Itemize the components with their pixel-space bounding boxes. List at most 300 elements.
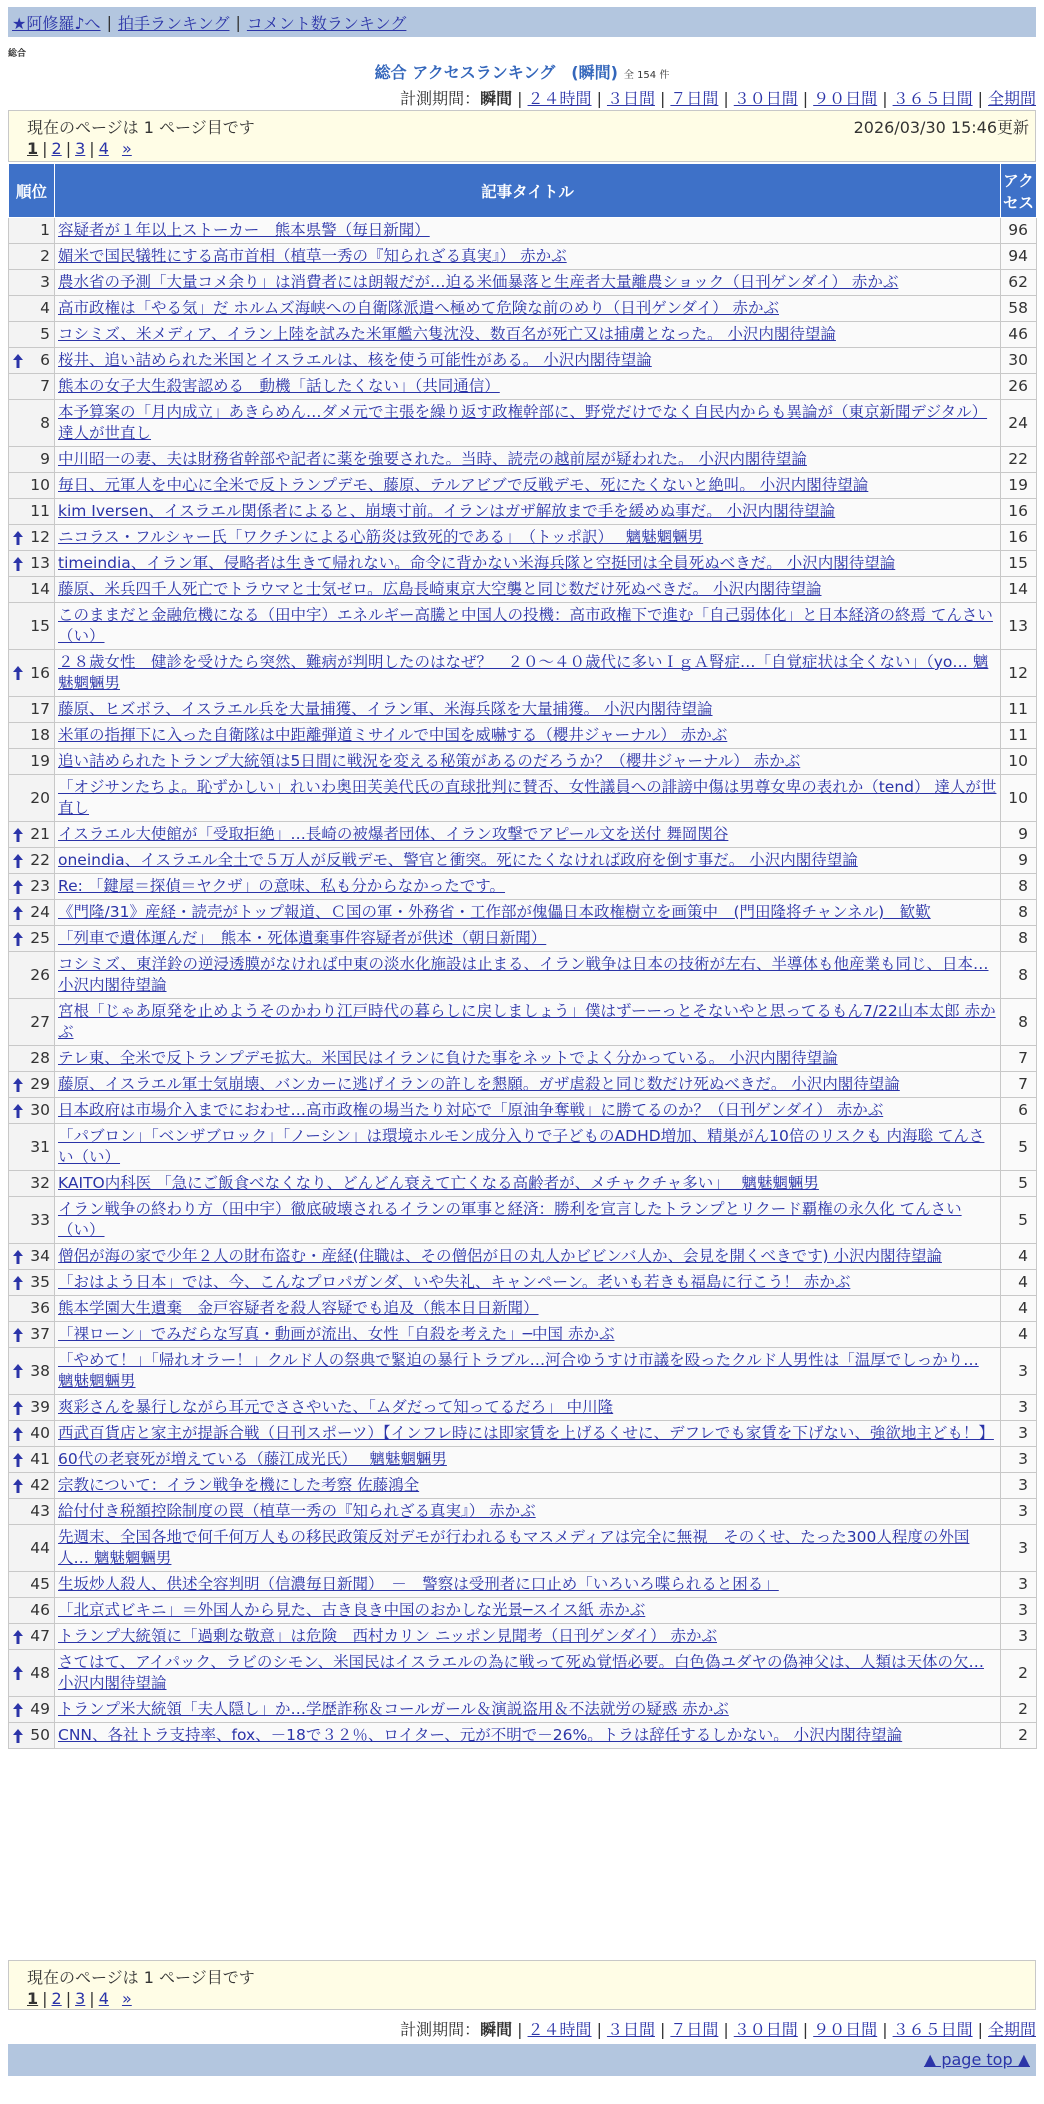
article-link[interactable]: 「裸ローン」でみだらな写真・動画が流出、女性「自殺を考えた」─中国 赤かぶ: [58, 1325, 615, 1343]
rank-cell: [9, 1697, 55, 1723]
title-cell: [55, 1046, 1001, 1072]
table-row: [9, 1473, 1037, 1499]
rank-number: 14: [30, 580, 50, 598]
page-title-line: [0, 60, 1044, 83]
article-link[interactable]: 《門隆/31》産経・読売がトップ報道、Ｃ国の軍・外務省・工作部が傀儡日本政権樹立を画策中 (門田隆将チャンネル) 歓歎: [58, 903, 931, 921]
rank-cell: [9, 749, 55, 775]
article-link[interactable]: 容疑者が１年以上ストーカー 熊本県警（毎日新聞）: [58, 221, 430, 239]
rank-number: 43: [30, 1502, 50, 1520]
access-count: 3: [1001, 1572, 1037, 1598]
table-row: [9, 999, 1037, 1046]
title-cell: [55, 348, 1001, 374]
rank-cell: [9, 848, 55, 874]
rank-cell: [9, 1348, 55, 1395]
access-count: 10: [1001, 775, 1037, 822]
table-row: [9, 749, 1037, 775]
up-arrow-icon: [13, 557, 23, 571]
article-link[interactable]: 桜井、追い詰められた米国とイスラエルは、核を使う可能性がある。 小沢内閣待望論: [58, 351, 652, 369]
rank-cell: [9, 1197, 55, 1244]
access-count: 8: [1001, 900, 1037, 926]
table-row: [9, 874, 1037, 900]
rank-number: 36: [30, 1299, 50, 1317]
title-cell: [55, 1624, 1001, 1650]
rank-cell: [9, 697, 55, 723]
up-arrow-icon: [13, 1078, 23, 1092]
title-cell: [55, 400, 1001, 447]
table-row: [9, 1525, 1037, 1572]
article-link[interactable]: 「オジサンたちよ。恥ずかしい」れいわ奥田芙美代氏の直球批判に賛否、女性議員への誹謗中傷は男尊女卑の表れか（tend） 達人が世直し: [58, 778, 997, 817]
period-separator: |: [882, 2020, 888, 2039]
article-link[interactable]: 藤原、イスラエル軍士気崩壊、バンカーに逃げイランの許しを懇願。ガザ虐殺と同じ数だけ死ぬべきだ。 小沢内閣待望論: [58, 1075, 900, 1093]
up-arrow-icon: [13, 1729, 23, 1743]
period-separator: |: [659, 89, 666, 108]
article-link[interactable]: 宗教について：イラン戦争を機にした考察 佐藤鴻全: [58, 1476, 420, 1494]
rank-number: 18: [30, 726, 50, 744]
title-cell: [55, 1072, 1001, 1098]
article-link[interactable]: timeindia、イラン軍、侵略者は生きて帰れない。命令に背かない米海兵隊と空挺団は全員死ぬべきだ。 小沢内閣待望論: [58, 554, 896, 572]
table-row: [9, 447, 1037, 473]
pager-page-link[interactable]: 2: [51, 1989, 62, 2008]
title-cell: [55, 1525, 1001, 1572]
article-link[interactable]: 「列車で遺体運んだ」 熊本・死体遺棄事件容疑者が供述（朝日新聞）: [58, 929, 547, 947]
ranking-table: [8, 163, 1037, 1749]
up-arrow-icon: [13, 854, 23, 868]
pager-separator: |: [42, 1989, 48, 2008]
title-cell: [55, 822, 1001, 848]
title-cell: [55, 749, 1001, 775]
table-row: [9, 348, 1037, 374]
article-link[interactable]: 媚米で国民犠牲にする高市首相（植草一秀の『知られざる真実』） 赤かぶ: [58, 247, 567, 265]
access-count: 4: [1001, 1322, 1037, 1348]
article-link[interactable]: 爽彩さんを暴行しながら耳元でささやいた、「ムダだって知ってるだろ」 中川隆: [58, 1398, 614, 1416]
rank-cell: [9, 900, 55, 926]
article-link[interactable]: Re: 「鍵屋＝探偵＝ヤクザ」の意味、私も分からなかったです。: [58, 877, 506, 895]
title-cell: [55, 218, 1001, 244]
title-cell: [55, 999, 1001, 1046]
access-count: 96: [1001, 218, 1037, 244]
period-link[interactable]: ３０日間: [733, 2020, 798, 2039]
rank-header: 順位: [9, 164, 55, 218]
table-row: [9, 1098, 1037, 1124]
article-link[interactable]: このままだと金融危機になる（田中宇）エネルギー高騰と中国人の投機：高市政権下で進む「自己弱体化」と日本経済の終焉 てんさい（い）: [58, 606, 993, 645]
rank-number: 23: [30, 877, 50, 895]
rank-cell: [9, 499, 55, 525]
rank-cell: [9, 296, 55, 322]
table-row: [9, 1072, 1037, 1098]
rank-number: 22: [30, 851, 50, 869]
article-link[interactable]: 生坂炒人殺人、供述全容判明（信濃毎日新聞） － 警察は受刑者に口止め「いろいろ喋られると困る」: [58, 1575, 779, 1593]
pager-separator: [113, 139, 118, 158]
access-count: 8: [1001, 874, 1037, 900]
article-link[interactable]: 僧侶が海の家で少年２人の財布盗む・産経(住職は、その僧侶が日の丸人かビビンバ人か、会見を開くべきです) 小沢内閣待望論: [58, 1247, 942, 1265]
pager-current-page: 1: [27, 139, 39, 158]
access-count: 4: [1001, 1270, 1037, 1296]
rank-number: 40: [30, 1424, 50, 1442]
article-link[interactable]: 日本政府は市場介入までにおわせ…高市政権の場当たり対応で「原油争奪戦」に勝てるのか？（日刊ゲンダイ） 赤かぶ: [58, 1101, 884, 1119]
article-link[interactable]: 「やめて！」「帰れオラー！」クルド人の祭典で緊迫の暴行トラブル…河合ゆうすけ市議を殴ったクルド人男性は「温厚でしっかり… 魑魅魍魎男: [58, 1351, 979, 1390]
table-row: [9, 822, 1037, 848]
rank-cell: [9, 1525, 55, 1572]
period-link[interactable]: ７日間: [670, 2020, 719, 2039]
rank-cell: [9, 603, 55, 650]
access-count: 13: [1001, 603, 1037, 650]
period-link[interactable]: ９０日間: [813, 2020, 878, 2039]
rank-number: 34: [30, 1247, 50, 1265]
rank-number: 9: [40, 450, 50, 468]
table-row: [9, 603, 1037, 650]
pager-separator: |: [42, 139, 48, 158]
rank-number: 25: [30, 929, 50, 947]
title-cell: [55, 1348, 1001, 1395]
rank-cell: [9, 926, 55, 952]
pager-page-link[interactable]: 3: [75, 139, 86, 158]
article-link[interactable]: トランプ大統領に「過剰な敬意」は危険 西村カリン ニッポン見聞考（日刊ゲンダイ） 赤かぶ: [58, 1627, 717, 1645]
period-separator: |: [596, 2020, 602, 2039]
rank-cell: [9, 952, 55, 999]
table-row: [9, 577, 1037, 603]
rank-number: 2: [40, 247, 50, 265]
table-row: [9, 848, 1037, 874]
article-link[interactable]: ２８歳女性 健診を受けたら突然、難病が判明したのはなぜ？ ２０～４０歳代に多いＩｇＡ腎症…「自覚症状は全くない」（yo… 魑魅魍魎男: [58, 653, 989, 692]
up-arrow-icon: [13, 1703, 23, 1717]
access-count: 8: [1001, 926, 1037, 952]
up-arrow-icon: [13, 880, 23, 894]
article-link[interactable]: 先週末、全国各地で何千何万人もの移民政策反対デモが行われるもマスメディアは完全に無視 そのくせ、たった300人程度の外国人… 魑魅魍魎男: [58, 1528, 970, 1567]
table-row: [9, 926, 1037, 952]
pager-page-link[interactable]: 4: [98, 139, 109, 158]
rank-number: 17: [30, 700, 50, 718]
rank-cell: [9, 473, 55, 499]
page-top-link[interactable]: ▲ page top ▲: [923, 2050, 1030, 2069]
article-link[interactable]: コシミズ、東洋鈴の逆浸透膜がなければ中東の淡水化施設は止まる、イラン戦争は日本の技術が左右、半導体も他産業も同じ、日本… 小沢内閣待望論: [58, 955, 989, 994]
home-link[interactable]: ★阿修羅♪へ: [12, 13, 101, 33]
access-count: 4: [1001, 1244, 1037, 1270]
title-cell: [55, 723, 1001, 749]
article-link[interactable]: イラン戦争の終わり方（田中宇）徹底破壊されるイランの軍事と経済：勝利を宣言したトランプとリクード覇権の永久化 てんさい（い）: [58, 1200, 962, 1239]
title-cell: [55, 1098, 1001, 1124]
period-link[interactable]: ２４時間: [527, 2020, 592, 2039]
table-row: [9, 1697, 1037, 1723]
rank-number: 44: [30, 1538, 50, 1557]
title-cell: [55, 244, 1001, 270]
rank-cell: [9, 1098, 55, 1124]
article-link[interactable]: 60代の老衰死が増えている（藤江成光氏） 魑魅魍魎男: [58, 1450, 447, 1468]
table-row: [9, 1244, 1037, 1270]
pager-next-link[interactable]: »: [121, 1989, 132, 2008]
period-separator: |: [802, 89, 809, 108]
article-link[interactable]: oneindia、イスラエル全土で５万人が反戦デモ、警官と衝突。死にたくなければ政府を倒す事だ。 小沢内閣待望論: [58, 851, 858, 869]
period-link[interactable]: ７日間: [670, 89, 719, 108]
rank-number: 48: [30, 1663, 50, 1682]
rank-number: 42: [30, 1476, 50, 1494]
period-link[interactable]: ３日間: [606, 2020, 655, 2039]
rank-cell: [9, 1598, 55, 1624]
rank-cell: [9, 1072, 55, 1098]
article-link[interactable]: 中川昭一の妻、夫は財務省幹部や記者に薬を強要された。当時、読売の越前屋が疑われた。 小沢内閣待望論: [58, 450, 807, 468]
access-count: 15: [1001, 551, 1037, 577]
access-count: 9: [1001, 822, 1037, 848]
title-cell: [55, 1697, 1001, 1723]
article-link[interactable]: 熊本学園大生遺棄 金戸容疑者を殺人容疑でも追及（熊本日日新聞）: [58, 1299, 539, 1317]
pager-separator: |: [89, 139, 95, 158]
period-separator: |: [882, 89, 888, 108]
table-row: [9, 473, 1037, 499]
access-count: 9: [1001, 848, 1037, 874]
rank-number: 15: [30, 616, 50, 635]
table-row: [9, 1348, 1037, 1395]
access-count: 5: [1001, 1197, 1037, 1244]
period-link[interactable]: ２４時間: [527, 89, 592, 108]
title-cell: [55, 1473, 1001, 1499]
rank-number: 49: [30, 1700, 50, 1718]
period-link[interactable]: ３６５日間: [892, 2020, 973, 2039]
period-label: 計測期間：: [400, 2020, 481, 2039]
bottom-bar: [8, 2044, 1036, 2076]
up-arrow-icon: [13, 1364, 23, 1378]
title-cell: [55, 1723, 1001, 1749]
title-cell: [55, 1598, 1001, 1624]
up-arrow-icon: [13, 531, 23, 545]
pager-page-link[interactable]: 2: [51, 139, 62, 158]
article-link[interactable]: 給付付き税額控除制度の罠（植草一秀の『知られざる真実』） 赤かぶ: [58, 1502, 536, 1520]
up-arrow-icon: [13, 906, 23, 920]
rank-cell: [9, 551, 55, 577]
access-count: 10: [1001, 749, 1037, 775]
access-count: 26: [1001, 374, 1037, 400]
up-arrow-icon: [13, 932, 23, 946]
period-separator: |: [517, 2020, 523, 2039]
access-count: 4: [1001, 1296, 1037, 1322]
access-count: 30: [1001, 348, 1037, 374]
article-link[interactable]: 藤原、米兵四千人死亡でトラウマと士気ゼロ。広島長崎東京大空襲と同じ数だけ死ぬべきだ。 小沢内閣待望論: [58, 580, 822, 598]
table-row: [9, 374, 1037, 400]
access-count: 62: [1001, 270, 1037, 296]
rank-number: 1: [40, 221, 50, 239]
period-link[interactable]: ３０日間: [733, 89, 798, 108]
rank-number: 16: [30, 663, 50, 682]
title-cell: [55, 874, 1001, 900]
table-row: [9, 1723, 1037, 1749]
article-link[interactable]: CNN、各社トラ支持率、fox、－18で３２％、ロイター、元が不明で－26%。トラは辞任するしかない。 小沢内閣待望論: [58, 1726, 903, 1744]
access-count: 3: [1001, 1624, 1037, 1650]
rank-number: 20: [30, 788, 50, 807]
rank-cell: [9, 400, 55, 447]
rank-cell: [9, 1572, 55, 1598]
period-link[interactable]: ３日間: [606, 89, 655, 108]
article-link[interactable]: 「パブロン」「ベンザブロック」「ノーシン」は環境ホルモン成分入りで子どものADHD増加、精巣がん10倍のリスクも 内海聡 てんさい（い）: [58, 1127, 985, 1166]
rank-number: 38: [30, 1361, 50, 1380]
title-cell: [55, 1650, 1001, 1697]
table-row: [9, 1421, 1037, 1447]
pager-next-link[interactable]: »: [121, 139, 132, 158]
rank-number: 19: [30, 752, 50, 770]
title-cell: [55, 926, 1001, 952]
nav-separator: |: [235, 12, 241, 32]
rank-cell: [9, 723, 55, 749]
up-arrow-icon: [13, 1104, 23, 1118]
title-cell: [55, 322, 1001, 348]
access-count: 12: [1001, 650, 1037, 697]
access-count: 2: [1001, 1723, 1037, 1749]
rank-number: 32: [30, 1174, 50, 1192]
rank-number: 31: [30, 1137, 50, 1156]
rank-cell: [9, 775, 55, 822]
title-cell: [55, 1270, 1001, 1296]
access-count: 8: [1001, 952, 1037, 999]
table-row: [9, 1650, 1037, 1697]
table-header-row: [9, 164, 1037, 218]
table-row: [9, 1447, 1037, 1473]
rank-cell: [9, 1499, 55, 1525]
article-link[interactable]: さてはて、アイパック、ラビのシモン、米国民はイスラエルの為に戦って死ぬ覚悟必要。白色偽ユダヤの偽神父は、人類は天体の欠… 小沢内閣待望論: [58, 1653, 984, 1692]
table-row: [9, 1499, 1037, 1525]
period-separator: |: [659, 2020, 666, 2039]
rank-cell: [9, 577, 55, 603]
article-link[interactable]: ニコラス・フルシャー氏「ワクチンによる心筋炎は致死的である」 （トッポ訳） 魑魅魍魎男: [58, 528, 704, 546]
access-count: 7: [1001, 1046, 1037, 1072]
up-arrow-icon: [13, 1427, 23, 1441]
pager-separator: |: [89, 1989, 95, 2008]
current-page-text: 現在のページは 1 ページ目です: [27, 118, 255, 137]
article-link[interactable]: 本予算案の「月内成立」あきらめん…ダメ元で主張を繰り返す政権幹部に、野党だけでなく自民内からも異論が（東京新聞デジタル） 達人が世直し: [58, 403, 988, 442]
article-link[interactable]: kim Iversen、イスラエル関係者によると、崩壊寸前。イランはガザ解放まで手を緩めぬ事だ。 小沢内閣待望論: [58, 502, 836, 520]
table-row: [9, 723, 1037, 749]
pager-top: [27, 139, 132, 158]
access-count: 94: [1001, 244, 1037, 270]
period-separator: |: [723, 89, 729, 108]
access-count: 22: [1001, 447, 1037, 473]
article-link[interactable]: 米軍の指揮下に入った自衛隊は中距離弾道ミサイルで中国を威嚇する（櫻井ジャーナル） 赤かぶ: [58, 726, 728, 744]
rank-number: 11: [30, 502, 50, 520]
access-count: 11: [1001, 697, 1037, 723]
title-cell: [55, 1171, 1001, 1197]
table-row: [9, 1395, 1037, 1421]
title-cell: [55, 1499, 1001, 1525]
rank-number: 33: [30, 1210, 50, 1229]
article-link[interactable]: 宮根「じゃあ原発を止めようそのかわり江戸時代の暮らしに戻しましょう」僕はずーーっとそないやと思ってるもん7/22山本太郎 赤かぶ: [58, 1002, 996, 1041]
article-link[interactable]: 高市政権は「やる気」だ ホルムズ海峡への自衛隊派遣へ極めて危険な前のめり（日刊ゲンダイ） 赤かぶ: [58, 299, 779, 317]
access-count: 3: [1001, 1525, 1037, 1572]
period-current: 瞬間: [480, 89, 513, 108]
table-row: [9, 296, 1037, 322]
access-count: 6: [1001, 1098, 1037, 1124]
table-row: [9, 499, 1037, 525]
rank-number: 47: [30, 1627, 50, 1645]
title-cell: [55, 603, 1001, 650]
rank-cell: [9, 218, 55, 244]
article-link[interactable]: 熊本の女子大生殺害認める 動機「話したくない」（共同通信）: [58, 377, 500, 395]
access-count: 3: [1001, 1348, 1037, 1395]
period-separator: |: [977, 2020, 983, 2039]
page-info-top: [8, 110, 1036, 162]
article-link[interactable]: 農水省の予測「大量コメ余り」は消費者には朗報だが…迫る米価暴落と生産者大量離農ショック（日刊ゲンダイ） 赤かぶ: [58, 273, 899, 291]
pager-page-link[interactable]: 4: [98, 1989, 109, 2008]
access-count: 7: [1001, 1072, 1037, 1098]
title-cell: [55, 577, 1001, 603]
rank-cell: [9, 1296, 55, 1322]
up-arrow-icon: [13, 666, 23, 680]
clap-ranking-link[interactable]: 拍手ランキング: [117, 13, 230, 33]
title-cell: [55, 1322, 1001, 1348]
rank-number: 3: [40, 273, 50, 291]
title-cell: [55, 650, 1001, 697]
article-link[interactable]: コシミズ、米メディア、イラン上陸を試みた米軍艦六隻沈没、数百名が死亡又は捕虜となった。 小沢内閣待望論: [58, 325, 836, 343]
pager-page-link[interactable]: 3: [75, 1989, 86, 2008]
table-row: [9, 1322, 1037, 1348]
title-cell: [55, 775, 1001, 822]
rank-cell: [9, 270, 55, 296]
article-link[interactable]: 藤原、ヒズボラ、イスラエル兵を大量捕獲、イラン軍、米海兵隊を大量捕獲。 小沢内閣待望論: [58, 700, 713, 718]
period-link[interactable]: ９０日間: [813, 89, 878, 108]
article-link[interactable]: 「おはよう日本」では、今、こんなプロパガンダ、いや失礼、キャンペーン。老いも若きも福島に行こう！ 赤かぶ: [58, 1273, 851, 1291]
rank-number: 12: [30, 528, 50, 546]
period-separator: |: [517, 89, 523, 108]
rank-number: 37: [30, 1325, 50, 1343]
rank-cell: [9, 1270, 55, 1296]
rank-number: 35: [30, 1273, 50, 1291]
table-row: [9, 1296, 1037, 1322]
rank-number: 27: [30, 1012, 50, 1031]
title-cell: [55, 374, 1001, 400]
rank-cell: [9, 1624, 55, 1650]
table-row: [9, 525, 1037, 551]
article-link[interactable]: 「北京式ビキニ」＝外国人から見た、古き良き中国のおかしな光景─スイス紙 赤かぶ: [58, 1601, 646, 1619]
access-count: 3: [1001, 1598, 1037, 1624]
pager-current-page: 1: [27, 1989, 39, 2008]
article-link[interactable]: トランプ米大統領「夫人隠し」か…学歴詐称＆コールガール＆演説盗用＆不法就労の疑惑 赤かぶ: [58, 1700, 729, 1718]
title-cell: [55, 1421, 1001, 1447]
period-separator: |: [723, 2020, 729, 2039]
rank-number: 41: [30, 1450, 50, 1468]
title-cell: [55, 1197, 1001, 1244]
rank-cell: [9, 1447, 55, 1473]
title-cell: [55, 551, 1001, 577]
period-selector-top: [400, 86, 1036, 109]
access-count: 3: [1001, 1395, 1037, 1421]
up-arrow-icon: [13, 354, 23, 368]
article-link[interactable]: 毎日、元軍人を中心に全米で反トランプデモ、藤原、テルアビブで反戦デモ、死にたくないと絶叫。 小沢内閣待望論: [58, 476, 869, 494]
rank-cell: [9, 1244, 55, 1270]
access-header: アクセス: [1001, 164, 1037, 218]
rank-cell: [9, 525, 55, 551]
access-count: 2: [1001, 1697, 1037, 1723]
access-count: 16: [1001, 525, 1037, 551]
period-link[interactable]: ３６５日間: [892, 89, 973, 108]
article-link[interactable]: イスラエル大使館が「受取拒絶」…長崎の被爆者団体、イラン攻撃でアピール文を送付 舞岡関谷: [58, 825, 729, 843]
period-link[interactable]: 全期間: [987, 89, 1036, 108]
pager-separator: |: [65, 1989, 72, 2008]
comment-ranking-link[interactable]: コメント数ランキング: [246, 13, 407, 33]
rank-number: 28: [30, 1049, 50, 1067]
article-link[interactable]: 追い詰められたトランプ大統領は5日間に戦況を変える秘策があるのだろうか？（櫻井ジャーナル） 赤かぶ: [58, 752, 801, 770]
period-link[interactable]: 全期間: [987, 2020, 1036, 2039]
up-arrow-icon: [13, 828, 23, 842]
table-row: [9, 1572, 1037, 1598]
article-link[interactable]: 西武百貨店と家主が提訴合戦（日刊スポーツ）【インフレ時には即家賃を上げるくせに、デフレでも家賃を下げない、強欲地主ども！】: [58, 1424, 994, 1442]
article-link[interactable]: KAITO内科医 「急にご飯食べなくなり、どんどん衰えて亡くなる高齢者が、メチャクチャ多い」 魑魅魍魎男: [58, 1174, 819, 1192]
title-cell: [55, 1124, 1001, 1171]
article-link[interactable]: テレ東、全米で反トランプデモ拡大。米国民はイランに負けた事をネットでよく分かっている。 小沢内閣待望論: [58, 1049, 838, 1067]
pager-separator: [113, 1989, 118, 2008]
table-row: [9, 650, 1037, 697]
title-cell: [55, 499, 1001, 525]
title-cell: [55, 1244, 1001, 1270]
up-arrow-icon: [13, 1479, 23, 1493]
table-row: [9, 400, 1037, 447]
rank-cell: [9, 1322, 55, 1348]
access-count: 46: [1001, 322, 1037, 348]
rank-number: 7: [40, 377, 50, 395]
